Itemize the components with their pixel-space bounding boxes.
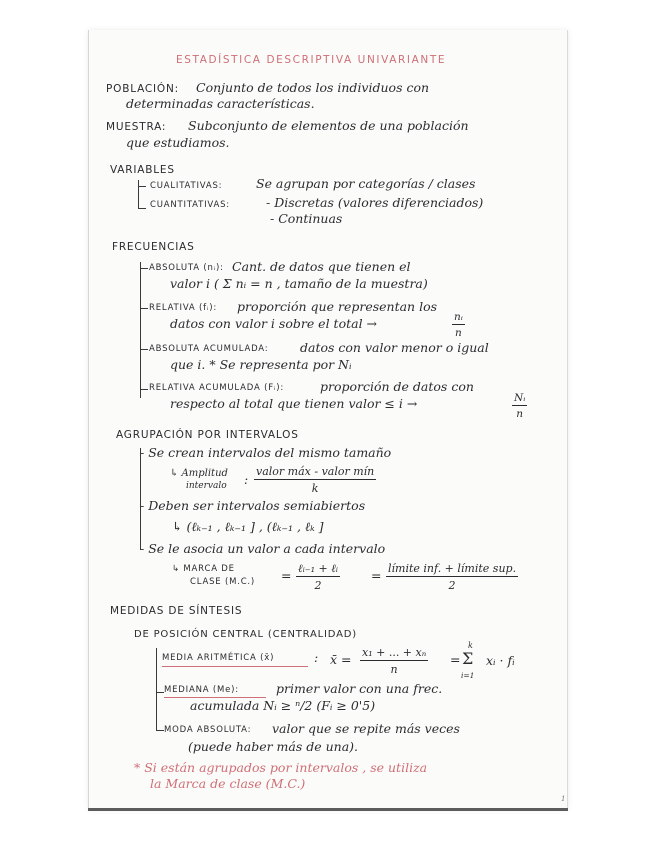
medidas-heading: MEDIDAS DE SÍNTESIS xyxy=(110,605,243,617)
fraction-denominator: n xyxy=(516,408,524,420)
agrupacion-item2: - Deben ser intervalos semiabiertos xyxy=(140,498,366,513)
muestra-def-line1: Subconjunto de elementos de una población xyxy=(188,118,469,133)
relativa-fraction xyxy=(452,311,465,339)
abs-acum-text1: datos con valor menor o igual xyxy=(300,340,489,355)
moda-text1: valor que se repite más veces xyxy=(272,721,460,736)
fraction-denominator: 2 xyxy=(448,579,456,592)
rel-acum-text2: respecto al total que tienen valor ≤ i → xyxy=(170,396,418,411)
relativa-text1: proporción que representan los xyxy=(237,299,438,314)
cualitativas-label: CUALITATIVAS: xyxy=(150,181,223,191)
rel-acum-text1: proporción de datos con xyxy=(320,379,474,394)
poblacion-label: POBLACIÓN: xyxy=(106,83,179,95)
cuantitativas-text1: - Discretas (valores diferenciados) xyxy=(266,195,484,210)
fraction-denominator: n xyxy=(390,663,398,676)
frecuencias-bracket xyxy=(140,262,141,398)
bracket-corner xyxy=(138,200,146,209)
cuantitativas-label: CUANTITATIVAS: xyxy=(150,200,230,210)
media-lhs: x̄ = xyxy=(330,652,352,667)
intervalos-notation: ↳ (ℓₖ₋₁ , ℓₖ₋₁ ] , (ℓₖ₋₁ , ℓₖ ] xyxy=(172,519,324,534)
poblacion-def-line2: determinadas características. xyxy=(126,96,315,111)
rel-acum-label: RELATIVA ACUMULADA (Fᵢ): xyxy=(149,383,284,393)
bracket-tick xyxy=(140,389,148,390)
sigma-symbol: Σ xyxy=(462,649,474,668)
amplitud-colon: : xyxy=(244,472,249,487)
fraction-numerator: límite inf. + límite sup. xyxy=(388,562,517,575)
fraction-numerator: Nᵢ xyxy=(514,392,526,404)
cuantitativas-text2: - Continuas xyxy=(270,211,343,226)
media-underline xyxy=(162,666,308,667)
absoluta-text2: valor i ( Σ nᵢ = n , tamaño de la muestra) xyxy=(170,276,428,291)
bracket-tick xyxy=(140,349,148,350)
note-line2: la Marca de clase (M.C.) xyxy=(150,776,306,791)
moda-text2: (puede haber más de una). xyxy=(188,739,359,754)
bracket-tick xyxy=(140,308,148,309)
mediana-text2: acumulada Nᵢ ≥ ⁿ/2 (Fᵢ ≥ 0'5) xyxy=(190,698,376,713)
medidas-bracket xyxy=(156,648,157,730)
medidas-subheading: DE POSICIÓN CENTRAL (CENTRALIDAD) xyxy=(134,629,357,640)
marca-fraction2 xyxy=(386,562,518,592)
bracket-tick xyxy=(140,268,148,269)
fraction-numerator: x₁ + ... + xₙ xyxy=(362,646,427,659)
abs-acum-label: ABSOLUTA ACUMULADA: xyxy=(149,344,269,354)
variables-heading: VARIABLES xyxy=(110,164,175,176)
marca-eq2: = xyxy=(371,568,382,583)
absoluta-label: ABSOLUTA (nᵢ): xyxy=(149,263,224,273)
marca-label2: CLASE (M.C.) xyxy=(190,577,256,587)
relativa-text2: datos con valor i sobre el total → xyxy=(170,316,378,331)
agrupacion-item1: - Se crean intervalos del mismo tamaño xyxy=(140,445,392,460)
note-line1: * Si están agrupados por intervalos , se utiliza xyxy=(134,760,428,775)
moda-label: MODA ABSOLUTA: xyxy=(164,725,252,735)
rel-acum-fraction xyxy=(512,392,527,420)
fraction-denominator: 2 xyxy=(314,579,322,592)
amplitud-label2: intervalo xyxy=(186,481,227,491)
media-colon: : xyxy=(314,650,319,665)
media-eq: = xyxy=(450,652,461,667)
bracket-tick xyxy=(138,186,146,187)
amplitud-fraction xyxy=(254,465,376,495)
relativa-label: RELATIVA (fᵢ): xyxy=(149,303,218,313)
marca-label1: ↳ MARCA DE xyxy=(172,564,235,574)
abs-acum-text2: que i. * Se representa por Nᵢ xyxy=(170,357,352,372)
media-rhs: xᵢ · fᵢ xyxy=(486,653,515,668)
muestra-label: MUESTRA: xyxy=(106,121,167,133)
marca-eq1: = xyxy=(281,568,292,583)
fraction-numerator: ℓᵢ₋₁ + ℓᵢ xyxy=(298,562,339,575)
marca-fraction1 xyxy=(296,562,340,592)
page-title: ESTADÍSTICA DESCRIPTIVA UNIVARIANTE xyxy=(176,54,447,66)
absoluta-text1: Cant. de datos que tienen el xyxy=(232,259,411,274)
cualitativas-text: Se agrupan por categorías / clases xyxy=(256,176,476,191)
mediana-label: MEDIANA (Me): xyxy=(164,685,239,695)
media-label: MEDIA ARITMÉTICA (x̄) xyxy=(162,653,275,663)
fraction-denominator: k xyxy=(311,482,319,495)
agrupacion-heading: AGRUPACIÓN POR INTERVALOS xyxy=(116,429,299,441)
fraction-numerator: nᵢ xyxy=(454,311,463,323)
frecuencias-heading: FRECUENCIAS xyxy=(112,241,195,253)
sigma-bottom: i=1 xyxy=(461,671,475,680)
fraction-denominator: n xyxy=(455,327,462,339)
agrupacion-item3: - Se le asocia un valor a cada intervalo xyxy=(140,541,386,556)
page-number: 1 xyxy=(561,795,566,803)
page-bottom-edge xyxy=(88,808,568,811)
bracket-tick xyxy=(156,730,164,731)
amplitud-label1: ↳ Amplitud xyxy=(170,468,228,479)
poblacion-def-line1: Conjunto de todos los individuos con xyxy=(196,80,430,95)
bracket-tick xyxy=(156,692,164,693)
muestra-def-line2: que estudiamos. xyxy=(126,135,230,150)
mediana-text1: primer valor con una frec. xyxy=(276,681,443,696)
fraction-numerator: valor máx - valor mín xyxy=(256,465,375,478)
media-fraction xyxy=(360,646,428,676)
sigma-top: k xyxy=(468,641,473,650)
